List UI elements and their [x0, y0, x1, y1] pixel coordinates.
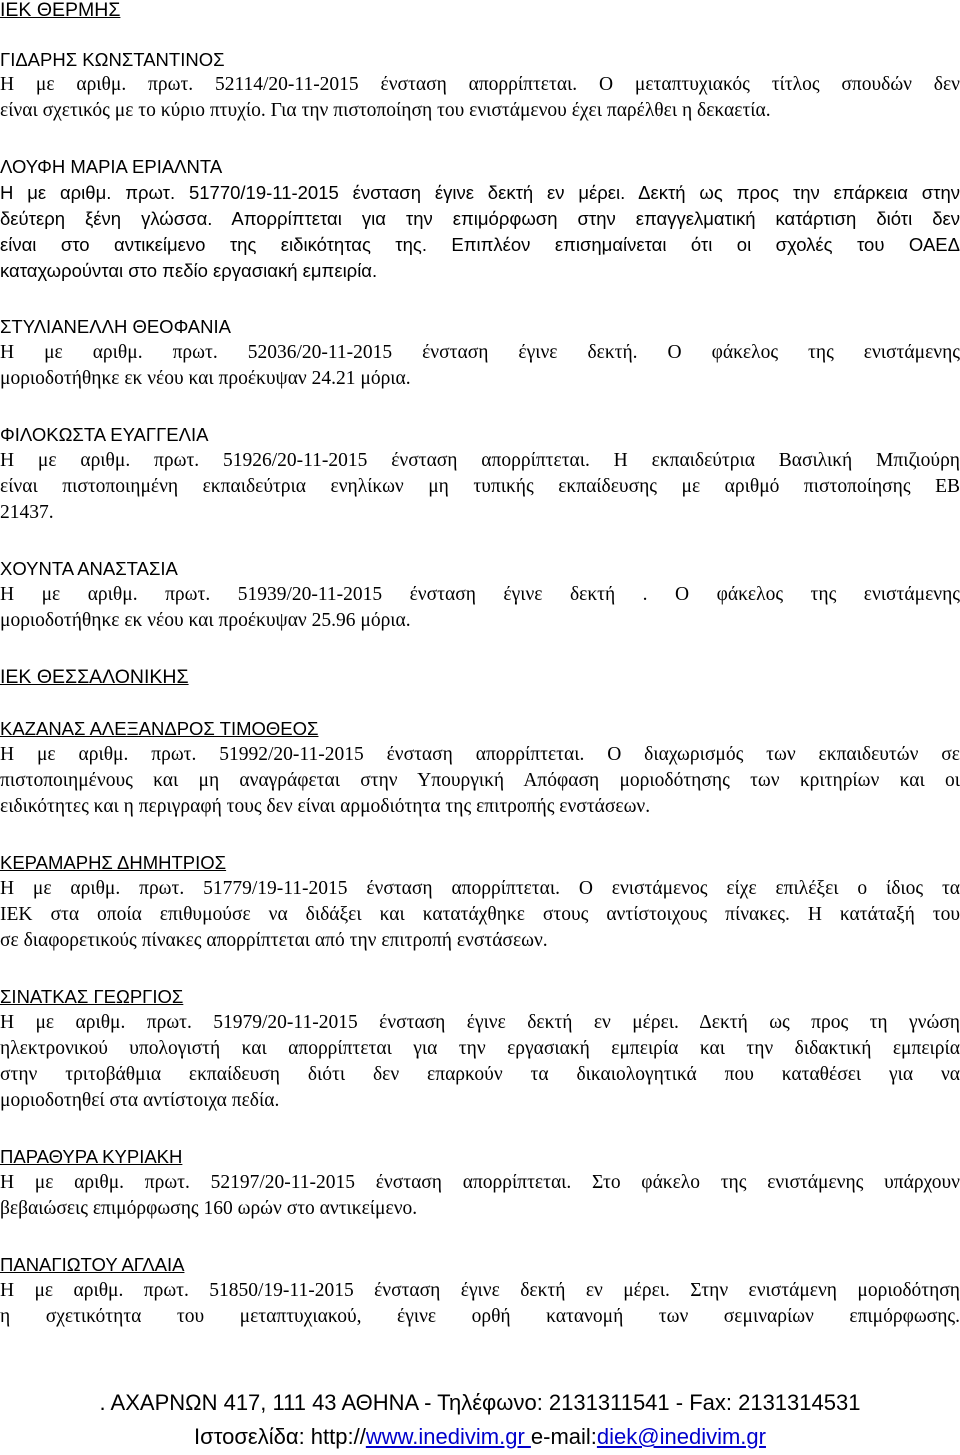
entry-name: ΦΙΛΟΚΩΣΤΑ ΕΥΑΓΓΕΛΙΑ: [0, 424, 209, 445]
entry-text-line: Η με αριθμ. πρωτ. 51926/20-11-2015 ένσταση απορρίπτεται. Η εκπαιδεύτρια Βασιλική Μπιζιούρη: [0, 450, 960, 471]
email-link[interactable]: diek@inedivim.gr: [596, 1424, 766, 1449]
entry-text-line: σε διαφορετικούς πίνακες απορρίπτεται από την επιτροπή ενστάσεων.: [0, 930, 548, 951]
website-link[interactable]: www.inedivim.gr: [365, 1424, 531, 1449]
entry-text-line: δεύτερη ξένη γλώσσα. Απορρίπτεται για την επιμόρφωση στην επαγγελματική κατάρτιση διότι δεν: [0, 208, 960, 229]
section-title-iek-thessalonikis: ΙΕΚ ΘΕΣΣΑΛΟΝΙΚΗΣ: [0, 666, 189, 688]
entry-text-line: είναι πιστοποιημένη εκπαιδεύτρια ενηλίκων μη τυπικής εκπαίδευσης με αριθμό πιστοποίησης ΕΒ: [0, 476, 960, 497]
entry-text-line: Η με αριθμ. πρωτ. 52197/20-11-2015 ένσταση απορρίπτεται. Στο φάκελο της ενιστάμενης υπάρχουν: [0, 1172, 960, 1193]
entry-text-line: είναι στο αντικείμενο της ειδικότητας της. Επιπλέον επισημαίνεται ότι οι σχολές του ΟΑΕΔ: [0, 234, 960, 255]
entry-text-line: Η με αριθμ. πρωτ. 52114/20-11-2015 ένσταση απορρίπτεται. Ο μεταπτυχιακός τίτλος σπουδών δεν: [0, 74, 960, 95]
footer-contact: [0, 1424, 960, 1450]
entry-text-line: ηλεκτρονικού υπολογιστή και απορρίπτεται για την εργασιακή εμπειρία και την διδακτική εμπειρία: [0, 1038, 960, 1059]
entry-text-line: Η με αριθμ. πρωτ. 51850/19-11-2015 ένσταση έγινε δεκτή εν μέρει. Στην ενιστάμενη μοριοδότηση: [0, 1280, 960, 1301]
entry-text-line: μοριοδοτήθηκε εκ νέου και προέκυψαν 24.21 μόρια.: [0, 368, 411, 389]
entry-text-line: Η με αριθμ. πρωτ. 51992/20-11-2015 ένσταση απορρίπτεται. Ο διαχωρισμός των εκπαιδευτών σε: [0, 744, 960, 765]
entry-text-line: πιστοποιημένους και μη αναγράφεται στην Υπουργική Απόφαση μοριοδότησης των κριτηρίων και οι: [0, 770, 960, 791]
entry-name: ΣΤΥΛΙΑΝΕΛΛΗ ΘΕΟΦΑΝΙΑ: [0, 316, 231, 337]
footer-address: . ΑΧΑΡΝΩΝ 417, 111 43 ΑΘΗΝΑ - Τηλέφωνο: 2131311541 - Fax: 2131314531: [99, 1390, 861, 1415]
section-title-iek-thermis: ΙΕΚ ΘΕΡΜΗΣ: [0, 0, 121, 21]
entry-text-line: Η με αριθμ. πρωτ. 52036/20-11-2015 ένσταση έγινε δεκτή. Ο φάκελος της ενιστάμενης: [0, 342, 960, 363]
entry-text-line: είναι σχετικός με το κύριο πτυχίο. Για την πιστοποίηση του ενιστάμενου έχει παρέλθει η δεκαετία.: [0, 100, 771, 121]
entry-text-line: Η με αριθμ. πρωτ. 51939/20-11-2015 ένσταση έγινε δεκτή . Ο φάκελος της ενιστάμενης: [0, 584, 960, 605]
entry-text-line: μοριοδοτήθηκε εκ νέου και προέκυψαν 25.96 μόρια.: [0, 610, 411, 631]
footer-email-label: e-mail:: [530, 1424, 597, 1449]
footer-website-label: Ιστοσελίδα: http://: [194, 1424, 366, 1449]
entry-name: ΠΑΝΑΓΙΩΤΟΥ ΑΓΛΑΙΑ: [0, 1254, 185, 1275]
entry-text-line: μοριοδοτηθεί στα αντίστοιχα πεδία.: [0, 1090, 280, 1111]
entry-name: ΚΕΡΑΜΑΡΗΣ ΔΗΜΗΤΡΙΟΣ: [0, 852, 227, 873]
entry-text-line: καταχωρούνται στο πεδίο εργασιακή εμπειρία.: [0, 260, 378, 281]
entry-text-line: βεβαιώσεις επιμόρφωσης 160 ωρών στο αντικείμενο.: [0, 1198, 418, 1219]
entry-text-line: στην τριτοβάθμια εκπαίδευση διότι δεν επαρκούν τα δικαιολογητικά που καταθέσει για να: [0, 1064, 960, 1085]
entry-text-line: Η με αριθμ. πρωτ. 51979/20-11-2015 ένσταση έγινε δεκτή εν μέρει. Δεκτή ως προς τη γνώση: [0, 1012, 960, 1033]
entry-name: ΠΑΡΑΘΥΡΑ ΚΥΡΙΑΚΗ: [0, 1146, 183, 1167]
entry-name: ΧΟΥΝΤΑ ΑΝΑΣΤΑΣΙΑ: [0, 558, 178, 579]
entry-text-line: 21437.: [0, 502, 54, 523]
entry-name: ΣΙΝΑΤΚΑΣ ΓΕΩΡΓΙΟΣ: [0, 986, 184, 1007]
entry-text-line: Η με αριθμ. πρωτ. 51770/19-11-2015 ένσταση έγινε δεκτή εν μέρει. Δεκτή ως προς την επάρκεια στην: [0, 182, 960, 203]
entry-text-line: Η με αριθμ. πρωτ. 51779/19-11-2015 ένσταση απορρίπτεται. Ο ενιστάμενος είχε επιλέξει ο ίδιος τα: [0, 878, 960, 899]
entry-text-line: η σχετικότητα του μεταπτυχιακού, έγινε ορθή κατανομή των σεμιναρίων επιμόρφωσης.: [0, 1306, 960, 1327]
entry-text-line: ειδικότητες και η περιγραφή τους δεν είναι αρμοδιότητα της επιτροπής ενστάσεων.: [0, 796, 651, 817]
entry-name: ΚΑΖΑΝΑΣ ΑΛΕΞΑΝΔΡΟΣ ΤΙΜΟΘΕΟΣ: [0, 718, 319, 739]
entry-name: ΓΙΔΑΡΗΣ ΚΩΝΣΤΑΝΤΙΝΟΣ: [0, 49, 225, 70]
entry-name: ΛΟΥΦΗ ΜΑΡΙΑ ΕΡΙΑΛΝΤΑ: [0, 156, 223, 177]
entry-text-line: ΙΕΚ στα οποία επιθυμούσε να διδάξει και κατατάχθηκε στους αντίστοιχους πίνακες. Η κατάταξή του: [0, 904, 960, 925]
